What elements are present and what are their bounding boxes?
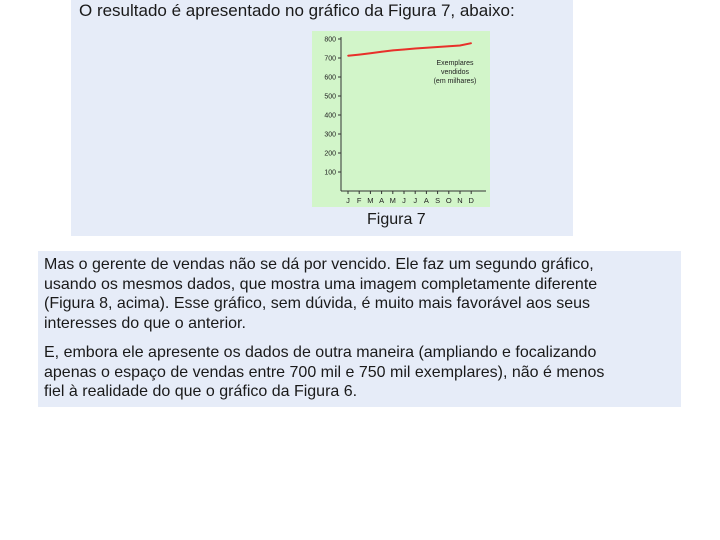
- data-point-2: [370, 52, 372, 54]
- x-tick-label-11: D: [468, 196, 474, 205]
- y-tick-label-800: 800: [324, 36, 336, 44]
- y-tick-label-700: 700: [324, 55, 336, 63]
- series-line: [348, 43, 471, 56]
- x-tick-label-5: J: [402, 196, 406, 205]
- y-tick-label-500: 500: [324, 93, 336, 101]
- x-tick-label-3: A: [379, 196, 385, 205]
- data-point-9: [448, 45, 450, 47]
- chart-svg: [312, 31, 490, 207]
- data-point-7: [426, 47, 428, 49]
- figure-caption: Figura 7: [367, 211, 426, 228]
- series-label-line-1: vendidos: [440, 69, 470, 76]
- x-tick-label-8: S: [435, 196, 441, 205]
- data-point-1: [358, 54, 360, 56]
- y-tick-label-300: 300: [324, 131, 336, 139]
- x-tick-label-9: O: [445, 196, 452, 205]
- line-chart: [312, 31, 490, 207]
- paragraph-1: Mas o gerente de vendas não se dá por vencido. Ele faz um segundo gráfico, usando os mesmos dados, que mostra uma imagem completamente diferente (Figura 8, acima). Esse gráfico, sem dúvida, é muito mais favorável aos seus interesses do que o anterior.: [44, 256, 598, 332]
- x-tick-label-1: F: [356, 196, 362, 205]
- data-point-3: [381, 51, 383, 53]
- x-tick-label-4: M: [389, 196, 396, 205]
- series-label-line-0: Exemplares: [436, 60, 474, 67]
- data-point-10: [459, 45, 461, 47]
- y-tick-label-600: 600: [324, 74, 336, 82]
- y-tick-label-400: 400: [324, 112, 336, 120]
- x-tick-label-0: J: [346, 196, 350, 205]
- y-tick-label-100: 100: [324, 169, 336, 177]
- intro-text: O resultado é apresentado no gráfico da Figura 7, abaixo:: [79, 1, 515, 20]
- x-tick-label-6: J: [413, 196, 418, 205]
- data-point-6: [414, 48, 416, 50]
- data-point-8: [437, 46, 439, 48]
- data-point-0: [347, 55, 349, 57]
- x-tick-label-2: M: [367, 196, 374, 205]
- paragraph-2: E, embora ele apresente os dados de outra maneira (ampliando e focalizando apenas o espaço de vendas entre 700 mil e 750 mil exemplares), não é menos fiel à realidade do que o gráfico da Figura 6.: [44, 344, 605, 400]
- data-point-4: [392, 50, 394, 52]
- data-point-11: [470, 42, 472, 44]
- series-label-line-2: (em milhares): [433, 78, 477, 85]
- data-point-5: [403, 49, 405, 51]
- x-tick-label-10: N: [457, 196, 463, 205]
- y-tick-label-200: 200: [324, 150, 336, 158]
- x-tick-label-7: A: [423, 196, 429, 205]
